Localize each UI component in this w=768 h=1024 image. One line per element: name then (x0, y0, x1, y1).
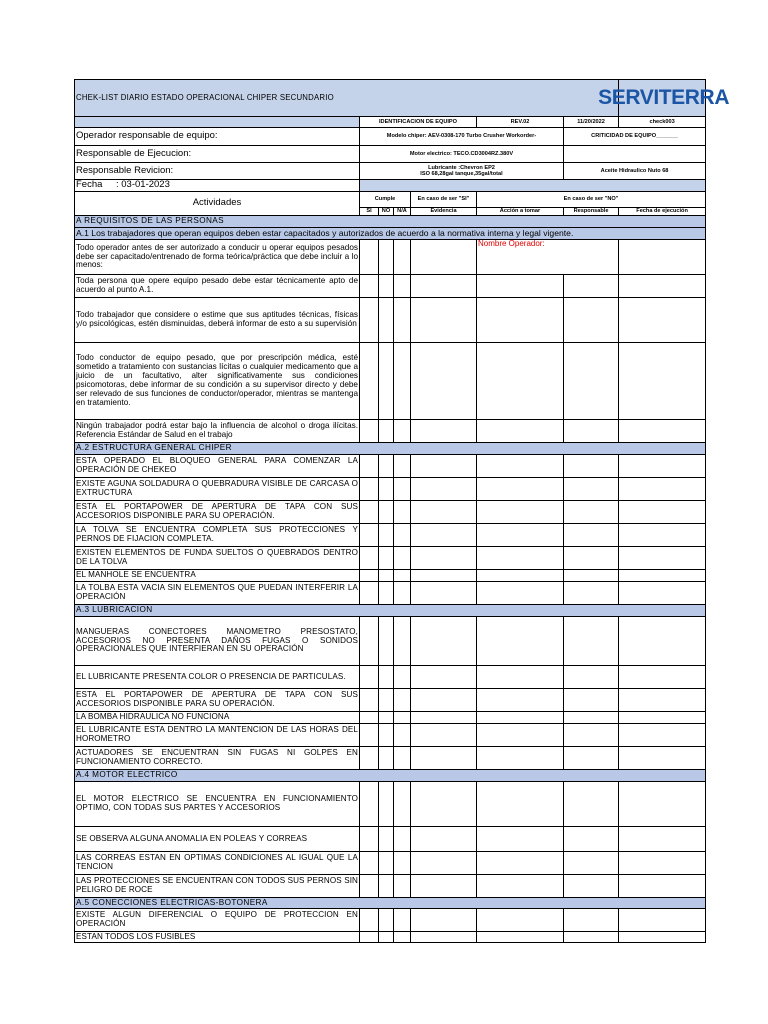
checklist-row (75, 782, 706, 827)
no-checkbox[interactable] (379, 827, 394, 852)
activity-text: EL MANHOLE SE ENCUENTRA (75, 570, 360, 582)
fecha-ejecucion-cell[interactable] (619, 666, 706, 689)
accion-cell[interactable] (477, 455, 564, 478)
si-header: SI (360, 208, 379, 216)
accion-cell[interactable] (477, 852, 564, 875)
responsable-cell[interactable] (564, 275, 619, 298)
si-checkbox[interactable] (360, 478, 379, 501)
activity-text: Todo trabajador que considere o estime que sus aptitudes técnicas, físicas y/o psicológicas, estén disminuidas, deberá informar de esto a su supervisión (75, 298, 360, 343)
si-checkbox[interactable] (360, 689, 379, 712)
si-checkbox[interactable] (360, 724, 379, 747)
doc-date: 11/20/2022 (564, 117, 619, 128)
activity-text: Todo conductor de equipo pesado, que por prescripción médica, esté sometido a tratamiento con sustancias lícitas o cualquier medicamento que a juicio de un facultativo, alter significativamente sus condiciones psicomotoras, debe informar de su condición a su supervisor directo y debe ser relevado de sus funciones de conductor/operador, mientras se mantenga en tratamiento. (75, 343, 360, 420)
caso-si-header: En caso de ser "SI" (411, 192, 477, 208)
no-checkbox[interactable] (379, 240, 394, 275)
fecha-ejecucion-cell[interactable] (619, 875, 706, 898)
activity-text: Ningún trabajador podrá estar bajo la influencia de alcohol o droga ilícitas. Referencia Estándar de Salud en el trabajo (75, 420, 360, 443)
fecha-ejecucion-cell[interactable] (619, 298, 706, 343)
evidencia-cell[interactable] (411, 909, 477, 932)
responsable-cell[interactable] (564, 298, 619, 343)
checklist-row (75, 343, 706, 420)
section-intro: A.1 Los trabajadores que operan equipos deben estar capacitados y autorizados de acuerdo a la normativa interna y legal vigente. (75, 228, 706, 240)
fecha-cell (75, 180, 360, 192)
fecha-bar (360, 180, 706, 192)
evidencia-cell[interactable] (411, 689, 477, 712)
accion-cell[interactable] (477, 275, 564, 298)
fecha-ejecucion-cell[interactable] (619, 478, 706, 501)
na-checkbox[interactable] (394, 782, 411, 827)
checklist-row (75, 875, 706, 898)
si-checkbox[interactable] (360, 420, 379, 443)
no-checkbox[interactable] (379, 712, 394, 724)
si-checkbox[interactable] (360, 782, 379, 827)
na-checkbox[interactable] (394, 875, 411, 898)
checklist-row (75, 478, 706, 501)
checklist-row (75, 547, 706, 570)
criticidad-equipo: CRITICIDAD DE EQUIPO_______ (564, 128, 706, 146)
no-checkbox[interactable] (379, 420, 394, 443)
fecha-ejecucion-cell[interactable] (619, 747, 706, 770)
si-checkbox[interactable] (360, 455, 379, 478)
no-checkbox[interactable] (379, 478, 394, 501)
responsable-cell[interactable] (564, 478, 619, 501)
responsable-cell[interactable] (564, 852, 619, 875)
evidencia-cell[interactable] (411, 932, 477, 943)
activity-text: EL MOTOR ELECTRICO SE ENCUENTRA EN FUNCIONAMIENTO OPTIMO, CON TODAS SUS PARTES Y ACCESORIOS (75, 782, 360, 827)
accion-cell[interactable] (477, 420, 564, 443)
activity-text: Todo operador antes de ser autorizado a conducir u operar equipos pesados debe ser capacitado/entrenado de forma teórica/práctica que debe incluir a lo menos: (75, 240, 360, 275)
accion-cell[interactable] (477, 570, 564, 582)
fecha-ejecucion-cell[interactable] (619, 852, 706, 875)
na-checkbox[interactable] (394, 298, 411, 343)
na-checkbox[interactable] (394, 617, 411, 666)
na-checkbox[interactable] (394, 932, 411, 943)
accion-cell[interactable] (477, 501, 564, 524)
checklist-row (75, 617, 706, 666)
responsable-cell[interactable] (564, 617, 619, 666)
responsable-cell[interactable] (564, 455, 619, 478)
no-checkbox[interactable] (379, 501, 394, 524)
si-checkbox[interactable] (360, 712, 379, 724)
fecha-ejecucion-cell[interactable] (619, 455, 706, 478)
no-checkbox[interactable] (379, 747, 394, 770)
fecha-ejecucion-cell[interactable] (619, 524, 706, 547)
checklist-row (75, 666, 706, 689)
fecha-ejecucion-cell[interactable] (619, 909, 706, 932)
fecha-ejecucion-cell[interactable] (619, 827, 706, 852)
fecha-ejecucion-cell[interactable] (619, 275, 706, 298)
section-intro-row (75, 228, 706, 240)
lubricante-line-1: Lubricante :Chevron EP2 (428, 164, 495, 171)
fecha-ejecucion-cell[interactable] (619, 712, 706, 724)
checklist-row (75, 420, 706, 443)
na-checkbox[interactable] (394, 827, 411, 852)
no-checkbox[interactable] (379, 689, 394, 712)
doc-code: check003 (619, 117, 706, 128)
section-row (75, 216, 706, 228)
evidencia-cell[interactable] (411, 275, 477, 298)
evidencia-cell[interactable] (411, 724, 477, 747)
section-title: A.4 MOTOR ELECTRICO (75, 770, 706, 782)
checklist-row (75, 240, 706, 275)
accion-cell[interactable] (477, 689, 564, 712)
fecha-ejecucion-cell[interactable] (619, 689, 706, 712)
si-checkbox[interactable] (360, 747, 379, 770)
no-checkbox[interactable] (379, 782, 394, 827)
accion-cell[interactable] (477, 747, 564, 770)
section-title: A REQUISITOS DE LAS PERSONAS (75, 216, 706, 228)
document-title: CHEK-LIST DIARIO ESTADO OPERACIONAL CHIPER SECUNDARIO (75, 80, 619, 117)
accion-cell[interactable] (477, 932, 564, 943)
responsable-cell[interactable] (564, 875, 619, 898)
nombre-operador-field[interactable]: Nombre Operador: (477, 240, 619, 275)
fecha-ejecucion-cell[interactable] (619, 582, 706, 605)
company-logo (598, 80, 730, 117)
no-checkbox[interactable] (379, 932, 394, 943)
na-checkbox[interactable] (394, 689, 411, 712)
na-checkbox[interactable] (394, 501, 411, 524)
activity-text: LA BOMBA HIDRAULICA NO FUNCIONA (75, 712, 360, 724)
operador-label: Operador responsable de equipo: (75, 128, 360, 146)
evidencia-cell[interactable] (411, 298, 477, 343)
na-checkbox[interactable] (394, 909, 411, 932)
no-checkbox[interactable] (379, 875, 394, 898)
motor-electrico: Motor electrico: TECO.CD3004RZ.380V (360, 146, 564, 163)
accion-cell[interactable] (477, 724, 564, 747)
no-checkbox[interactable] (379, 852, 394, 875)
evidencia-cell[interactable] (411, 617, 477, 666)
accion-cell[interactable] (477, 782, 564, 827)
checklist-row (75, 570, 706, 582)
fecha-ejecucion-cell[interactable] (619, 570, 706, 582)
na-checkbox[interactable] (394, 524, 411, 547)
lubricante-info (360, 163, 564, 180)
revicion-label: Responsable Revicion: (75, 163, 360, 180)
fecha-ejecucion-cell[interactable] (619, 547, 706, 570)
si-checkbox[interactable] (360, 298, 379, 343)
responsable-cell[interactable] (564, 343, 619, 420)
checklist-row (75, 455, 706, 478)
na-checkbox[interactable] (394, 582, 411, 605)
section-title: A.5 CONECCIONES ELECTRICAS-BOTONERA (75, 898, 706, 909)
no-checkbox[interactable] (379, 298, 394, 343)
evidencia-cell[interactable] (411, 570, 477, 582)
id-equipo-label: IDENTIFICACION DE EQUIPO (360, 117, 477, 128)
fecha-ejecucion-header: Fecha de ejecución (619, 208, 706, 216)
evidencia-cell[interactable] (411, 666, 477, 689)
responsable-cell[interactable] (564, 782, 619, 827)
no-checkbox[interactable] (379, 275, 394, 298)
accion-cell[interactable] (477, 666, 564, 689)
evidencia-cell[interactable] (411, 524, 477, 547)
info-blank (564, 146, 706, 163)
responsable-cell[interactable] (564, 747, 619, 770)
fecha-ejecucion-cell[interactable] (619, 932, 706, 943)
no-checkbox[interactable] (379, 666, 394, 689)
na-checkbox[interactable] (394, 420, 411, 443)
ejecucion-label: Responsable de Ejecucion: (75, 146, 360, 163)
evidencia-cell[interactable] (411, 712, 477, 724)
responsable-cell[interactable] (564, 712, 619, 724)
si-checkbox[interactable] (360, 909, 379, 932)
responsable-cell[interactable] (564, 827, 619, 852)
cumple-header: Cumple (360, 192, 411, 208)
na-checkbox[interactable] (394, 666, 411, 689)
na-checkbox[interactable] (394, 712, 411, 724)
evidencia-cell[interactable] (411, 852, 477, 875)
section-row (75, 605, 706, 617)
no-checkbox[interactable] (379, 909, 394, 932)
section-row (75, 770, 706, 782)
si-checkbox[interactable] (360, 932, 379, 943)
activity-text: EL LUBRICANTE PRESENTA COLOR O PRESENCIA DE PARTICULAS. (75, 666, 360, 689)
checklist-row (75, 712, 706, 724)
checklist-row (75, 852, 706, 875)
actividades-header: Actividades (75, 192, 360, 216)
responsable-cell[interactable] (564, 909, 619, 932)
evidencia-cell[interactable] (411, 455, 477, 478)
no-checkbox[interactable] (379, 524, 394, 547)
evidencia-header: Evidencia (411, 208, 477, 216)
activity-text: EXISTE AGUNA SOLDADURA O QUEBRADURA VISIBLE DE CARCASA O EXTRUCTURA (75, 478, 360, 501)
evidencia-cell[interactable] (411, 240, 477, 275)
fecha-ejecucion-cell[interactable] (619, 724, 706, 747)
section-title: A.3 LUBRICACION (75, 605, 706, 617)
responsable-cell[interactable] (564, 547, 619, 570)
na-checkbox[interactable] (394, 547, 411, 570)
checklist-row (75, 298, 706, 343)
na-checkbox[interactable] (394, 275, 411, 298)
checklist-row (75, 724, 706, 747)
evidencia-cell[interactable] (411, 501, 477, 524)
si-checkbox[interactable] (360, 875, 379, 898)
checklist-row (75, 827, 706, 852)
section-row (75, 443, 706, 455)
si-checkbox[interactable] (360, 582, 379, 605)
fecha-ejecucion-cell[interactable] (619, 782, 706, 827)
si-checkbox[interactable] (360, 275, 379, 298)
accion-cell[interactable] (477, 875, 564, 898)
evidencia-cell[interactable] (411, 420, 477, 443)
si-checkbox[interactable] (360, 240, 379, 275)
responsable-cell[interactable] (564, 570, 619, 582)
section-title: A.2 ESTRUCTURA GENERAL CHIPER (75, 443, 706, 455)
no-checkbox[interactable] (379, 343, 394, 420)
accion-cell[interactable] (477, 712, 564, 724)
na-checkbox[interactable] (394, 724, 411, 747)
accion-cell[interactable] (477, 343, 564, 420)
fecha-ejecucion-cell[interactable] (619, 501, 706, 524)
na-checkbox[interactable] (394, 852, 411, 875)
activity-text: ACTUADORES SE ENCUENTRAN SIN FUGAS NI GOLPES EN FUNCIONAMIENTO CORRECTO. (75, 747, 360, 770)
na-header: N/A (394, 208, 411, 216)
caso-no-header: En caso de ser "NO" (477, 192, 706, 208)
evidencia-cell[interactable] (411, 782, 477, 827)
responsable-cell[interactable] (564, 724, 619, 747)
activity-text: LA TOLBA ESTA VACIA SIN ELEMENTOS QUE PUEDAN INTERFERIR LA OPERACIÓN (75, 582, 360, 605)
evidencia-cell[interactable] (411, 582, 477, 605)
checklist-row (75, 909, 706, 932)
fecha-value: : 03-01-2023 (116, 179, 170, 191)
si-checkbox[interactable] (360, 343, 379, 420)
accion-cell[interactable] (477, 524, 564, 547)
activity-text: ESTA EL PORTAPOWER DE APERTURA DE TAPA CON SUS ACCESORIOS DISPONIBLE PARA SU OPERACIÓN. (75, 689, 360, 712)
activity-text: ESTA EL PORTAPOWER DE APERTURA DE TAPA CON SUS ACCESORIOS DISPONIBLE PARA SU OPERACIÓN. (75, 501, 360, 524)
responsable-cell[interactable] (564, 689, 619, 712)
responsable-cell[interactable] (564, 524, 619, 547)
accion-cell[interactable] (477, 827, 564, 852)
si-checkbox[interactable] (360, 666, 379, 689)
lubricante-line-2: ISO 68,28gal tanque,35gal/total (420, 171, 503, 177)
aceite-hidraulico: Aceite Hidraulico Nuto 68 (564, 163, 706, 180)
accion-cell[interactable] (477, 582, 564, 605)
si-checkbox[interactable] (360, 501, 379, 524)
checklist-row (75, 932, 706, 943)
evidencia-cell[interactable] (411, 875, 477, 898)
no-header: NO (379, 208, 394, 216)
responsable-cell[interactable] (564, 501, 619, 524)
fecha-ejecucion-cell[interactable] (619, 617, 706, 666)
si-checkbox[interactable] (360, 827, 379, 852)
no-checkbox[interactable] (379, 724, 394, 747)
evidencia-cell[interactable] (411, 827, 477, 852)
checklist-table (74, 79, 730, 943)
activity-text: LA TOLVA SE ENCUENTRA COMPLETA SUS PROTECCIONES Y PERNOS DE FIJACION COMPLETA. (75, 524, 360, 547)
modelo-chiper: Modelo chiper: AEV-0308-170 Turbo Crusher Workorder- (360, 128, 564, 146)
accion-cell[interactable] (477, 617, 564, 666)
evidencia-cell[interactable] (411, 478, 477, 501)
na-checkbox[interactable] (394, 570, 411, 582)
fecha-ejecucion-cell[interactable] (619, 420, 706, 443)
no-checkbox[interactable] (379, 582, 394, 605)
title-spacer (75, 117, 360, 128)
activity-text: EXISTEN ELEMENTOS DE FUNDA SUELTOS O QUEBRADOS DENTRO DE LA TOLVA (75, 547, 360, 570)
responsable-cell[interactable] (564, 932, 619, 943)
no-checkbox[interactable] (379, 570, 394, 582)
accion-cell[interactable] (477, 547, 564, 570)
accion-header: Acción a tomar (477, 208, 564, 216)
checklist-row (75, 501, 706, 524)
activity-text: EXISTE ALGUN DIFERENCIAL O EQUIPO DE PROTECCION EN OPERACIÓN (75, 909, 360, 932)
na-checkbox[interactable] (394, 747, 411, 770)
responsable-cell[interactable] (564, 582, 619, 605)
accion-cell[interactable] (477, 478, 564, 501)
accion-cell[interactable] (477, 909, 564, 932)
responsable-cell[interactable] (564, 666, 619, 689)
responsable-header: Responsable (564, 208, 619, 216)
activity-text: Toda persona que opere equipo pesado debe estar técnicamente apto de acuerdo al punto A.1. (75, 275, 360, 298)
evidencia-cell[interactable] (411, 343, 477, 420)
checklist-row (75, 689, 706, 712)
activity-text: ESTA OPERADO EL BLOQUEO GENERAL PARA COMENZAR LA OPERACIÓN DE CHEKEO (75, 455, 360, 478)
na-checkbox[interactable] (394, 240, 411, 275)
si-checkbox[interactable] (360, 547, 379, 570)
activity-text: MANGUERAS CONECTORES MANOMETRO PRESOSTATO, ACCESORIOS NO PRESENTA DAÑOS FUGAS O SONIDOS OPERACIONALES QUE INTERFIERAN EN SU OPERACIÓN (75, 617, 360, 666)
checklist-row (75, 582, 706, 605)
fecha-ejecucion-cell[interactable] (619, 343, 706, 420)
fecha-label: Fecha (76, 179, 103, 191)
checklist-row (75, 275, 706, 298)
si-checkbox[interactable] (360, 617, 379, 666)
na-checkbox[interactable] (394, 343, 411, 420)
activity-text: SE OBSERVA ALGUNA ANOMALIA EN POLEAS Y CORREAS (75, 827, 360, 852)
rev-label: REV.02 (477, 117, 564, 128)
checklist-row (75, 747, 706, 770)
activity-text: LAS PROTECCIONES SE ENCUENTRAN CON TODOS SUS PERNOS SIN PELIGRO DE ROCE (75, 875, 360, 898)
si-checkbox[interactable] (360, 524, 379, 547)
evidencia-cell[interactable] (411, 747, 477, 770)
activity-text: ESTAN TODOS LOS FUSIBLES (75, 932, 360, 943)
responsable-cell[interactable] (564, 420, 619, 443)
checklist-row (75, 524, 706, 547)
logo-text: SERVITERRA (598, 85, 730, 109)
fecha-ejecucion-cell[interactable] (619, 240, 706, 275)
no-checkbox[interactable] (379, 455, 394, 478)
accion-cell[interactable] (477, 298, 564, 343)
si-checkbox[interactable] (360, 570, 379, 582)
no-checkbox[interactable] (379, 617, 394, 666)
activity-text: LAS CORREAS ESTAN EN OPTIMAS CONDICIONES AL IGUAL QUE LA TENCION (75, 852, 360, 875)
na-checkbox[interactable] (394, 478, 411, 501)
evidencia-cell[interactable] (411, 547, 477, 570)
no-checkbox[interactable] (379, 547, 394, 570)
na-checkbox[interactable] (394, 455, 411, 478)
section-row (75, 898, 706, 909)
activity-text: EL LUBRICANTE ESTA DENTRO LA MANTENCION DE LAS HORAS DEL HOROMETRO (75, 724, 360, 747)
si-checkbox[interactable] (360, 852, 379, 875)
